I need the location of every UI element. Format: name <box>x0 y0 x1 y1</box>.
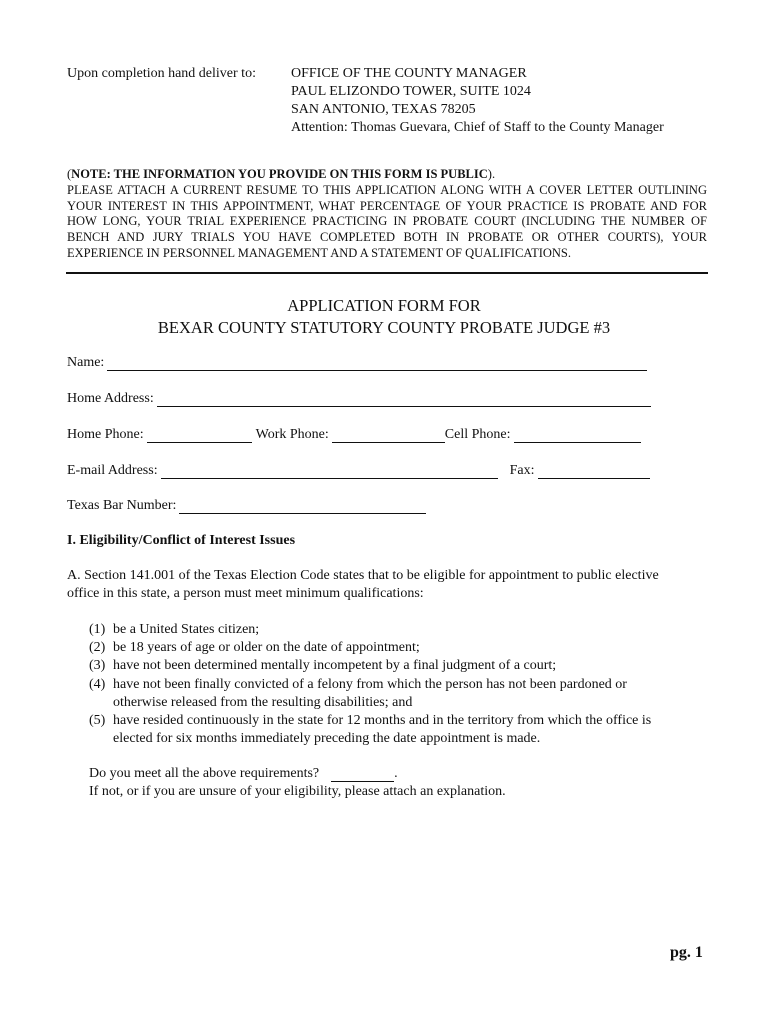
address-line-tower: PAUL ELIZONDO TOWER, SUITE 1024 <box>291 84 531 99</box>
email-blank[interactable] <box>161 464 498 479</box>
name-label: Name: <box>67 355 105 370</box>
note-line: HOW LONG, YOUR TRIAL EXPERIENCE PRACTICING IN PROBATE COURT (INCLUDING THE NUMBER OF <box>67 214 707 229</box>
eligibility-answer-blank[interactable] <box>331 767 394 782</box>
email-label: E-mail Address: <box>67 463 158 478</box>
note-line: YOUR INTEREST IN THIS APPOINTMENT, WHAT PERCENTAGE OF YOUR PRACTICE IS PROBATE AND FOR <box>67 198 707 213</box>
public-notice <box>67 167 707 262</box>
home-address-label: Home Address: <box>67 391 154 406</box>
intro-line2: office in this state, a person must meet minimum qualifications: <box>67 586 424 601</box>
work-phone-blank[interactable] <box>332 428 445 443</box>
eligibility-question: Do you meet all the above requirements? <box>89 766 320 781</box>
bar-number-field-row <box>67 498 426 514</box>
list-item: (2) be 18 years of age or older on the date of appointment; <box>89 640 420 655</box>
list-item-continuation: elected for six months immediately preceding the date appointment is made. <box>113 731 541 746</box>
address-line-city: SAN ANTONIO, TEXAS 78205 <box>291 102 476 117</box>
eligibility-followup: If not, or if you are unsure of your eligibility, please attach an explanation. <box>89 784 506 799</box>
note-line: BENCH AND JURY TRIALS YOU HAVE COMPLETED BOTH IN PROBATE OR OTHER COURTS), YOUR <box>67 230 707 245</box>
form-title-line2: BEXAR COUNTY STATUTORY COUNTY PROBATE JUDGE #3 <box>157 318 611 337</box>
note-bold-text: NOTE: THE INFORMATION YOU PROVIDE ON THIS FORM IS PUBLIC <box>71 167 488 181</box>
list-item: (5) have resided continuously in the state for 12 months and in the territory from which the office is <box>89 713 652 728</box>
home-address-blank[interactable] <box>157 392 651 407</box>
address-line-office: OFFICE OF THE COUNTY MANAGER <box>291 66 527 81</box>
name-blank[interactable] <box>107 356 647 371</box>
delivery-label: Upon completion hand deliver to: <box>67 66 256 81</box>
form-title-line1: APPLICATION FORM FOR <box>287 296 481 315</box>
address-line-attention: Attention: Thomas Guevara, Chief of Staff to the County Manager <box>291 120 664 135</box>
note-line: PLEASE ATTACH A CURRENT RESUME TO THIS APPLICATION ALONG WITH A COVER LETTER OUTLINING <box>67 182 707 197</box>
list-item: (4) have not been finally convicted of a felony from which the person has not been pardoned or <box>89 677 627 692</box>
fax-label: Fax: <box>509 463 535 478</box>
cell-phone-label: Cell Phone: <box>444 427 511 442</box>
home-phone-label: Home Phone: <box>67 427 144 442</box>
phone-field-row <box>67 427 641 443</box>
cell-phone-blank[interactable] <box>514 428 641 443</box>
section-heading: I. Eligibility/Conflict of Interest Issues <box>67 533 296 548</box>
eligibility-question-row: Do you meet all the above requirements? . <box>89 766 398 781</box>
home-phone-blank[interactable] <box>147 428 252 443</box>
fax-blank[interactable] <box>538 464 650 479</box>
home-address-field-row <box>67 391 651 407</box>
work-phone-label: Work Phone: <box>255 427 329 442</box>
note-heading: (NOTE: THE INFORMATION YOU PROVIDE ON THIS FORM IS PUBLIC). <box>67 167 496 181</box>
email-fax-field-row <box>67 463 650 479</box>
intro-line1: A. Section 141.001 of the Texas Election Code states that to be eligible for appointment to public elective <box>67 568 659 583</box>
name-field-row <box>67 355 647 371</box>
bar-number-blank[interactable] <box>179 499 426 514</box>
list-item-continuation: otherwise released from the resulting disabilities; and <box>113 695 413 710</box>
list-item: (1) be a United States citizen; <box>89 622 260 637</box>
horizontal-divider <box>66 272 708 274</box>
page-number: pg. 1 <box>670 944 703 961</box>
note-line: EXPERIENCE IN PERSONNEL MANAGEMENT AND A STATEMENT OF QUALIFICATIONS. <box>67 245 571 260</box>
bar-number-label: Texas Bar Number: <box>67 498 177 513</box>
list-item: (3) have not been determined mentally incompetent by a final judgment of a court; <box>89 658 557 673</box>
